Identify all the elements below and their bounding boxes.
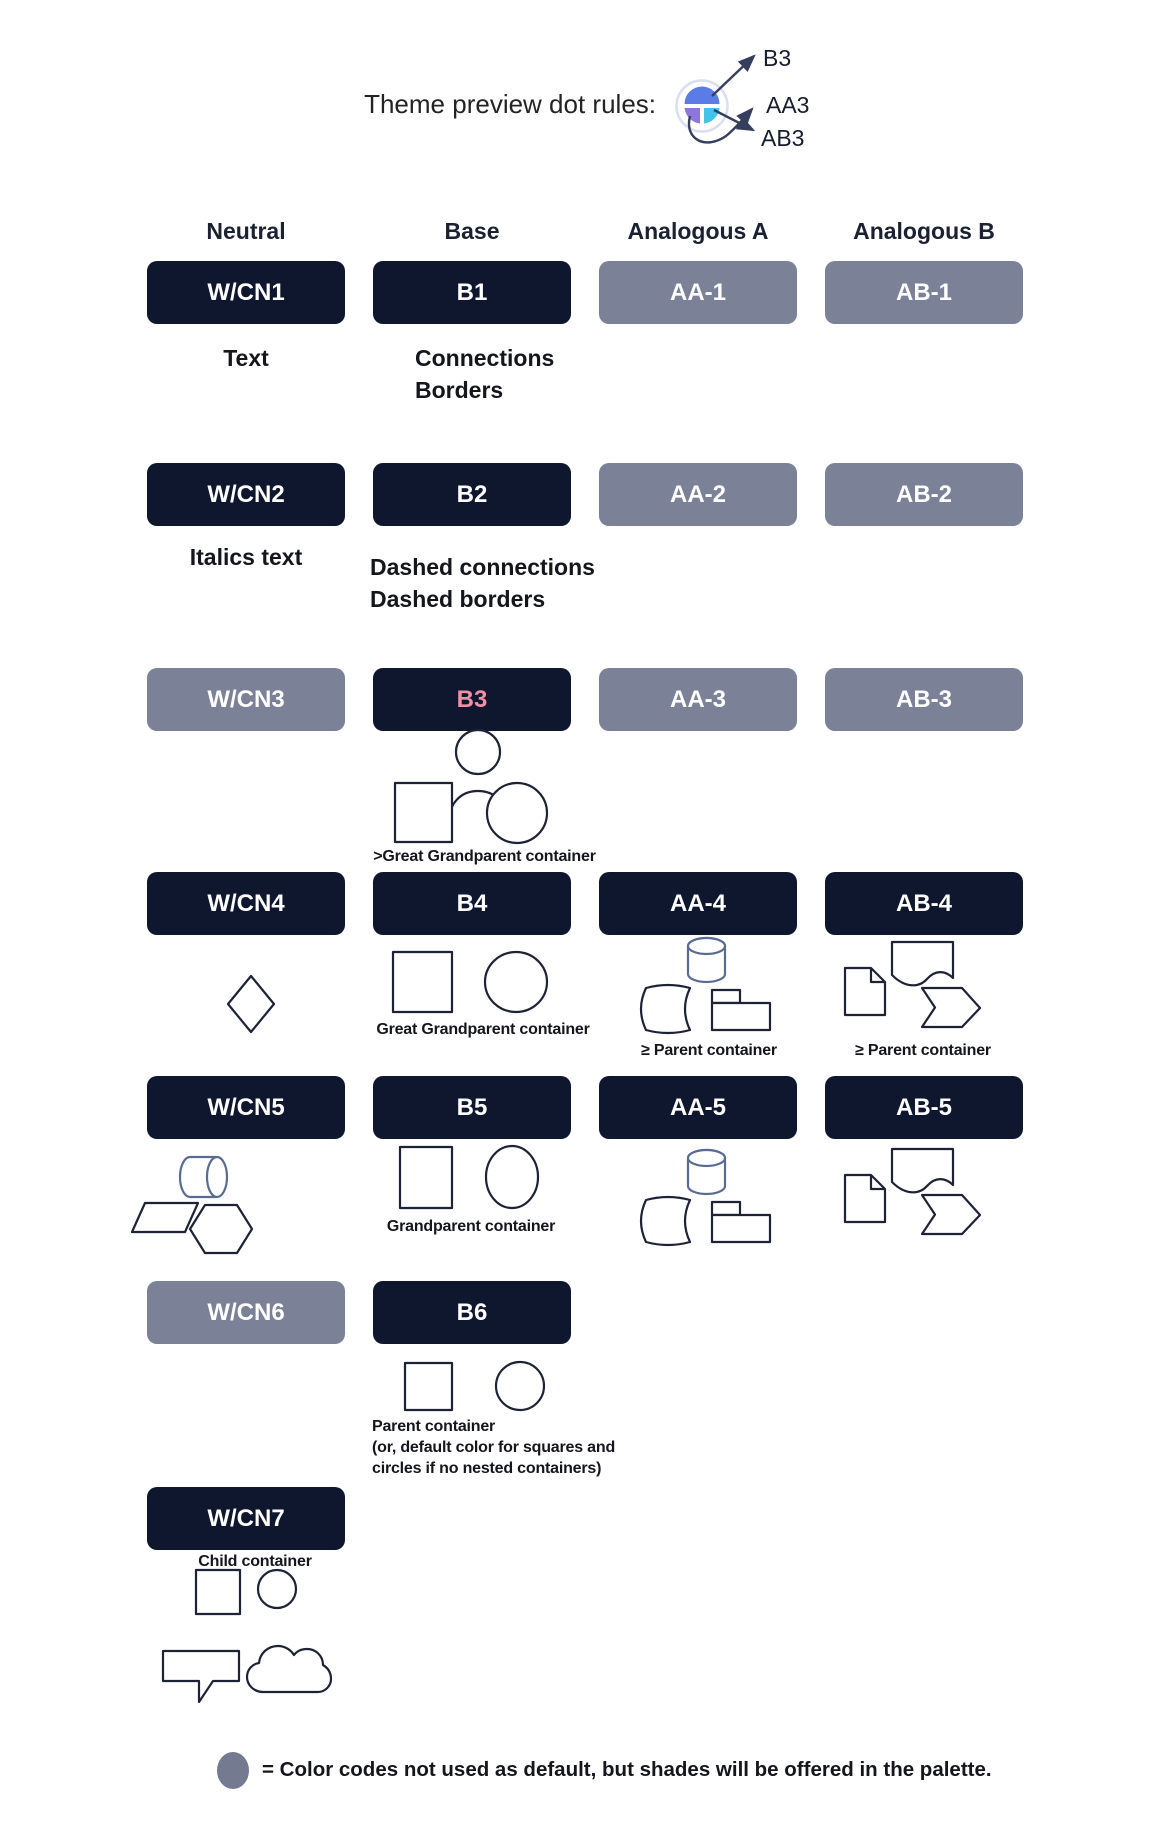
person-head-shape <box>456 730 500 774</box>
note-b1-line1: Connections <box>415 345 555 371</box>
swatch-b5 <box>373 1076 571 1139</box>
note-wcn1: Text <box>223 345 269 371</box>
square-shape <box>395 783 452 842</box>
note-b6-line1: Parent container <box>372 1418 496 1435</box>
swatch-label: AB-4 <box>895 889 952 917</box>
swatch-label: W/CN3 <box>207 685 285 713</box>
b4-shape-cluster <box>385 945 555 1020</box>
swatch-ab4 <box>825 872 1023 935</box>
swatch-wcn1 <box>147 261 345 324</box>
circle-shape <box>496 1362 544 1410</box>
swatch-wcn3 <box>147 668 345 731</box>
diamond-shape <box>228 976 274 1032</box>
circle-shape <box>486 1146 538 1208</box>
swatch-aa1 <box>599 261 797 324</box>
column-header-neutral: Neutral <box>206 218 286 244</box>
square-shape <box>400 1147 452 1208</box>
document-shape <box>845 1175 885 1222</box>
cylinder-top-shape <box>688 1150 725 1166</box>
b6-shape-cluster <box>395 1355 555 1415</box>
aa4-shape-cluster <box>628 930 778 1035</box>
note-b1-line2: Borders <box>415 377 504 403</box>
ab5-shape-cluster <box>835 1142 995 1242</box>
note-ab4: ≥ Parent container <box>855 1042 991 1059</box>
note-b6-line3: circles if no nested containers) <box>372 1460 602 1477</box>
swatch-wcn2 <box>147 463 345 526</box>
swatch-ab3 <box>825 668 1023 731</box>
circle-shape <box>487 783 547 843</box>
note-b6 <box>372 1416 615 1479</box>
tabbed-frame-tab-shape <box>712 990 740 1003</box>
hexagon-shape <box>190 1205 252 1253</box>
swatch-b2 <box>373 463 571 526</box>
swatch-label: AB-2 <box>895 480 952 508</box>
swatch-ab2 <box>825 463 1023 526</box>
legend-text: = Color codes not used as default, but shades will be offered in the palette. <box>262 1758 992 1781</box>
arrow-to-b3-icon <box>712 56 754 96</box>
swatch-label: AA-1 <box>669 278 726 306</box>
swatch-wcn7 <box>147 1487 345 1550</box>
note-b2 <box>370 551 595 615</box>
dot-target-b3: B3 <box>763 45 792 71</box>
cylinder-top-shape <box>688 938 725 954</box>
note-b5: Grandparent container <box>386 1218 556 1235</box>
swatch-label: W/CN5 <box>207 1093 285 1121</box>
swatch-label: W/CN1 <box>207 278 285 306</box>
swatch-ab1 <box>825 261 1023 324</box>
chevron-shape <box>922 1195 980 1234</box>
note-b1 <box>415 342 554 406</box>
swatch-label: AB-5 <box>895 1093 952 1121</box>
legend-gray-dot-icon <box>217 1752 249 1789</box>
wavy-document-shape <box>892 942 953 985</box>
swatch-label: B3 <box>456 685 488 713</box>
swatch-label: B6 <box>456 1298 488 1326</box>
swatch-aa4 <box>599 872 797 935</box>
lying-cylinder-cap-shape <box>207 1157 227 1197</box>
square-shape <box>196 1570 240 1614</box>
page-title: Theme preview dot rules: <box>364 89 656 119</box>
swatch-label: AA-2 <box>669 480 726 508</box>
swatch-label: B4 <box>456 889 488 917</box>
stored-data-shape <box>641 1197 690 1245</box>
dot-target-aa3: AA3 <box>766 92 810 118</box>
wcn7-shape-cluster-2 <box>155 1638 345 1708</box>
tabbed-frame-shape <box>712 1215 770 1242</box>
note-wcn7: Child container <box>198 1553 312 1570</box>
swatch-ab5 <box>825 1076 1023 1139</box>
note-b2-line2: Dashed borders <box>370 586 546 612</box>
wavy-document-shape <box>892 1149 953 1192</box>
circle-shape <box>485 952 547 1012</box>
column-header-analogous-a: Analogous A <box>627 218 769 244</box>
swatch-label: B1 <box>456 278 488 306</box>
b5-shape-cluster <box>390 1140 550 1220</box>
swatch-b4 <box>373 872 571 935</box>
chevron-shape <box>922 988 980 1027</box>
swatch-wcn4 <box>147 872 345 935</box>
stored-data-shape <box>641 985 690 1033</box>
b3-shape-cluster <box>385 720 555 848</box>
swatch-label: W/CN6 <box>207 1298 285 1326</box>
document-shape <box>845 968 885 1015</box>
swatch-b1 <box>373 261 571 324</box>
note-b3: >Great Grandparent container <box>373 848 596 865</box>
swatch-aa5 <box>599 1076 797 1139</box>
swatch-b6 <box>373 1281 571 1344</box>
swatch-wcn6 <box>147 1281 345 1344</box>
parallelogram-shape <box>132 1203 198 1232</box>
swatch-label: W/CN2 <box>207 480 285 508</box>
wcn7-shape-cluster <box>185 1562 305 1617</box>
swatch-label: B5 <box>456 1093 488 1121</box>
circle-shape <box>258 1570 296 1608</box>
swatch-aa3 <box>599 668 797 731</box>
wcn4-shape-cluster <box>220 970 290 1040</box>
aa5-shape-cluster <box>628 1142 778 1247</box>
cloud-shape <box>247 1646 331 1692</box>
swatch-label: AB-1 <box>895 278 952 306</box>
note-b2-line1: Dashed connections <box>370 554 595 580</box>
column-header-analogous-b: Analogous B <box>853 218 995 244</box>
note-aa4: ≥ Parent container <box>641 1042 777 1059</box>
dot-target-ab3: AB3 <box>761 125 805 151</box>
square-shape <box>393 952 452 1012</box>
swatch-label: W/CN7 <box>207 1504 285 1532</box>
swatch-label: AB-3 <box>895 685 952 713</box>
ab4-shape-cluster <box>835 935 995 1035</box>
note-b4: Great Grandparent container <box>376 1021 590 1038</box>
swatch-label: B2 <box>456 480 488 508</box>
swatch-label: AA-5 <box>669 1093 726 1121</box>
wcn5-shape-cluster <box>120 1140 260 1260</box>
column-header-base: Base <box>444 218 500 244</box>
note-wcn2: Italics text <box>189 544 303 570</box>
swatch-wcn5 <box>147 1076 345 1139</box>
swatch-label: AA-3 <box>669 685 726 713</box>
tabbed-frame-shape <box>712 1003 770 1030</box>
note-b6-line2: (or, default color for squares and <box>372 1439 616 1456</box>
tabbed-frame-tab-shape <box>712 1202 740 1215</box>
swatch-label: W/CN4 <box>207 889 285 917</box>
swatch-aa2 <box>599 463 797 526</box>
square-shape <box>405 1363 452 1410</box>
swatch-label: AA-4 <box>669 889 726 917</box>
speech-bubble-shape <box>163 1651 239 1702</box>
